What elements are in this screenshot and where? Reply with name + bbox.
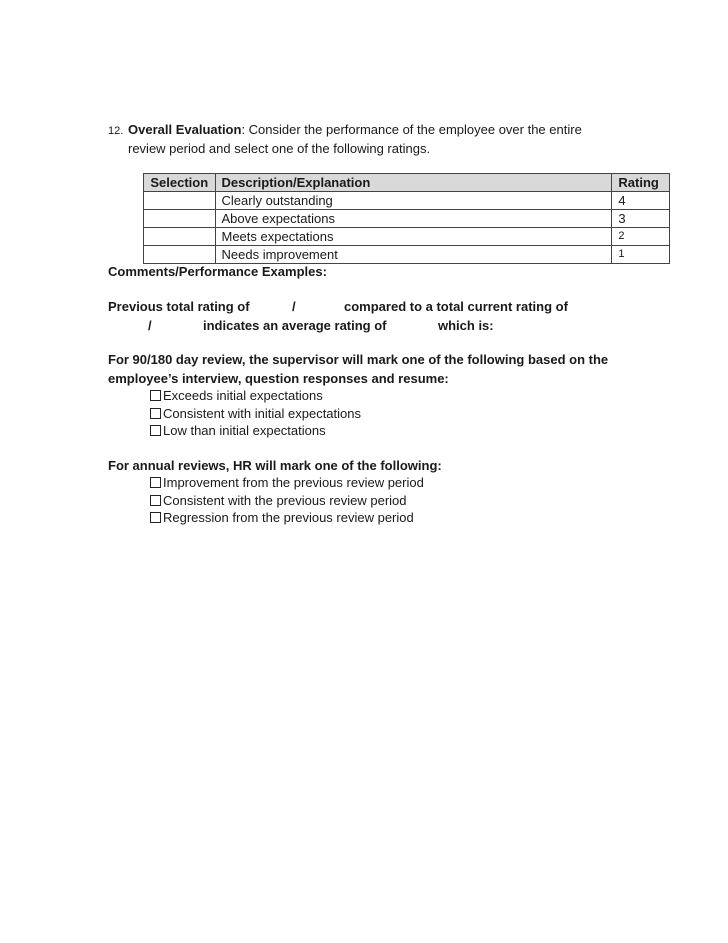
comments-label: Comments/Performance Examples: [108, 264, 327, 279]
selection-cell[interactable] [144, 192, 216, 210]
option-label: Consistent with the previous review period [163, 493, 407, 508]
selection-cell[interactable] [144, 246, 216, 264]
rating-cell: 3 [612, 210, 670, 228]
checkbox-icon[interactable] [150, 512, 161, 523]
option-label: Exceeds initial expectations [163, 388, 323, 403]
average-rating-label: indicates an average rating of [203, 318, 387, 333]
option-regression[interactable] [150, 509, 414, 526]
option-consistent-initial[interactable] [150, 405, 361, 422]
review-90-180-line-2: employee’s interview, question responses and resume: [108, 371, 449, 386]
which-is-label: which is: [438, 318, 494, 333]
checkbox-icon[interactable] [150, 390, 161, 401]
option-label: Consistent with initial expectations [163, 406, 361, 421]
description-cell: Needs improvement [215, 246, 612, 264]
question-line-1 [128, 121, 582, 138]
table-header-row [144, 174, 670, 192]
current-rating-slash: / [148, 318, 152, 333]
review-90-180-line-1: For 90/180 day review, the supervisor will mark one of the following based on the [108, 352, 609, 367]
rating-cell: 4 [612, 192, 670, 210]
table-row [144, 246, 670, 264]
checkbox-icon[interactable] [150, 408, 161, 419]
description-cell: Meets expectations [215, 228, 612, 246]
option-improvement[interactable] [150, 474, 424, 491]
question-title: Overall Evaluation [128, 122, 242, 137]
selection-cell[interactable] [144, 210, 216, 228]
checkbox-icon[interactable] [150, 425, 161, 436]
option-label: Low than initial expectations [163, 423, 326, 438]
compared-label: compared to a total current rating of [344, 299, 568, 314]
option-label: Improvement from the previous review period [163, 475, 424, 490]
description-cell: Clearly outstanding [215, 192, 612, 210]
previous-rating-label: Previous total rating of [108, 299, 250, 314]
annual-review-heading: For annual reviews, HR will mark one of the following: [108, 458, 442, 473]
selection-cell[interactable] [144, 228, 216, 246]
option-consistent-previous[interactable] [150, 492, 407, 509]
rating-cell: 1 [612, 246, 670, 264]
table-row [144, 192, 670, 210]
option-low[interactable] [150, 422, 326, 439]
header-description: Description/Explanation [215, 174, 612, 192]
header-selection: Selection [144, 174, 216, 192]
question-text-1: : Consider the performance of the employee over the entire [241, 122, 582, 137]
table-row [144, 228, 670, 246]
option-exceeds[interactable] [150, 387, 323, 404]
rating-cell: 2 [612, 228, 670, 246]
checkbox-icon[interactable] [150, 477, 161, 488]
rating-table [143, 173, 670, 264]
description-cell: Above expectations [215, 210, 612, 228]
previous-rating-slash: / [292, 299, 296, 314]
option-label: Regression from the previous review period [163, 510, 414, 525]
question-number: 12. [108, 125, 124, 137]
checkbox-icon[interactable] [150, 495, 161, 506]
question-text-2: review period and select one of the following ratings. [128, 141, 431, 156]
header-rating: Rating [612, 174, 670, 192]
table-row [144, 210, 670, 228]
